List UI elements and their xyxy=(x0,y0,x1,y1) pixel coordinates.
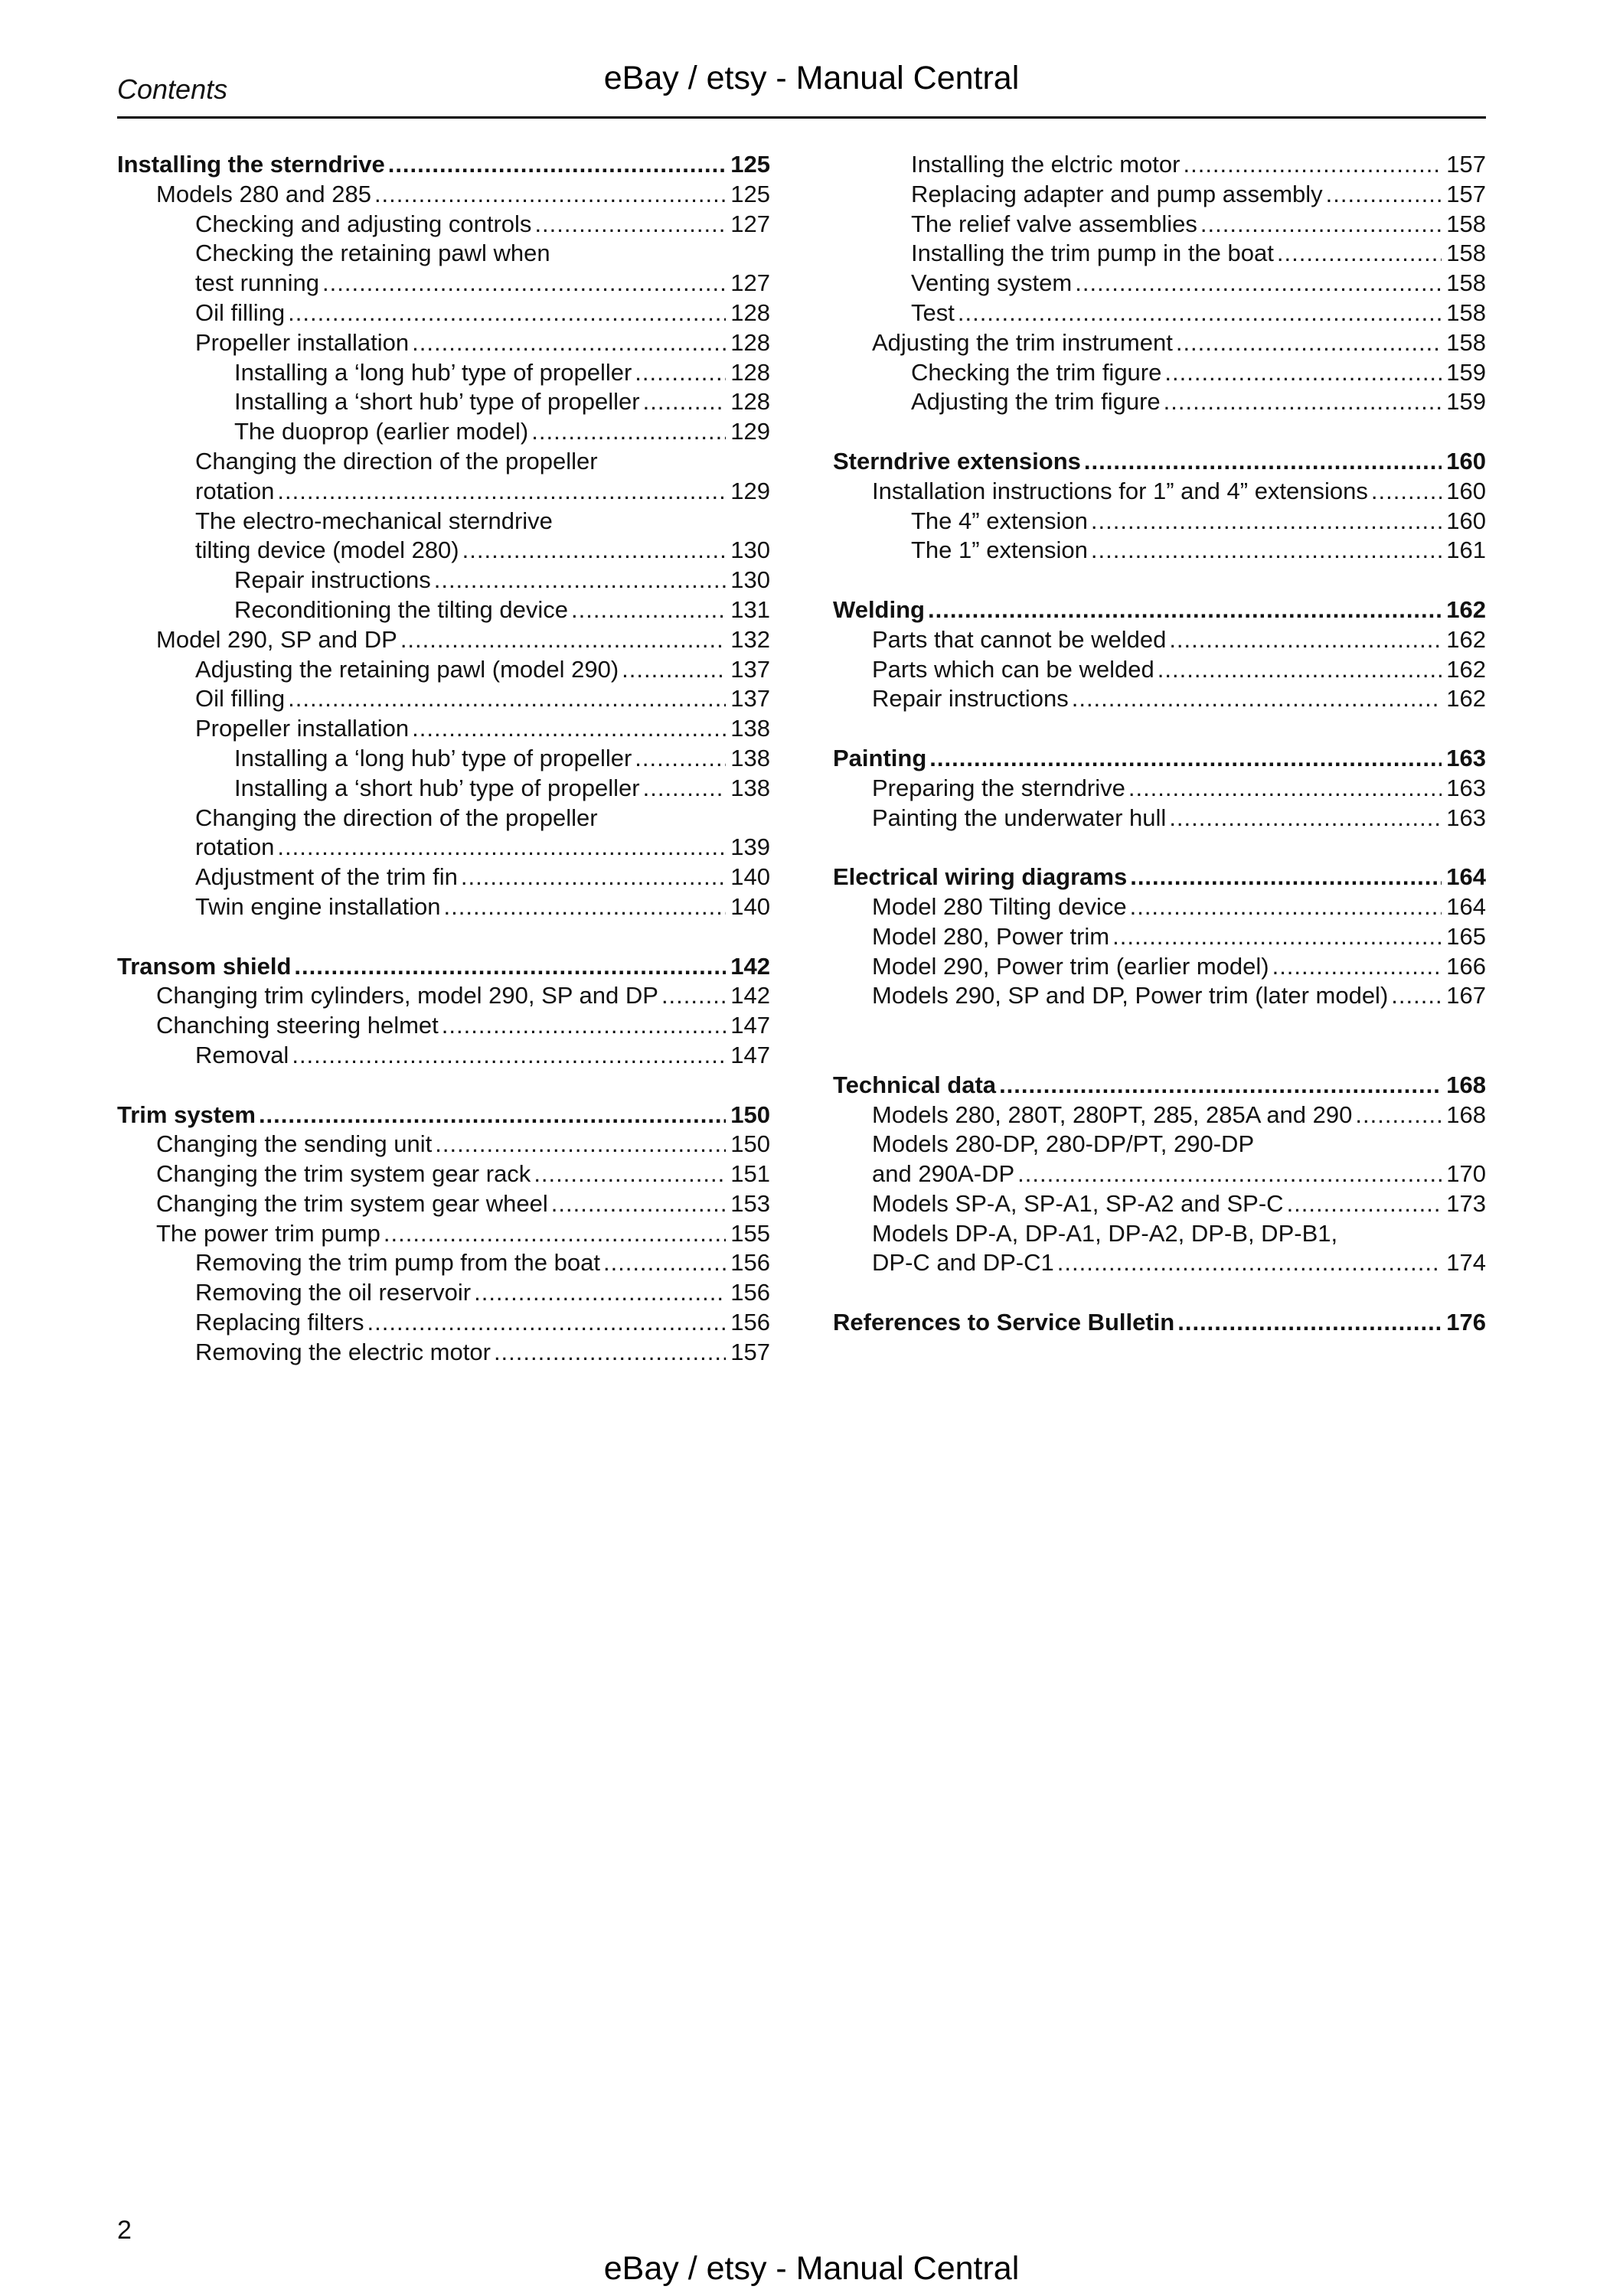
toc-entry xyxy=(833,358,1486,388)
toc-entry xyxy=(833,239,1486,269)
toc-entry xyxy=(117,269,770,298)
toc-entry-title: Technical data xyxy=(833,1071,997,1098)
toc-entry-title: The 1” extension xyxy=(911,536,1088,564)
toc-page-number: 158 xyxy=(1446,210,1486,237)
toc-entry-title: Model 280, Power trim xyxy=(872,922,1110,950)
toc-entry xyxy=(833,625,1486,655)
toc-entry-title: Painting the underwater hull xyxy=(872,804,1167,831)
toc-leader-dots xyxy=(388,150,727,180)
toc-spacer xyxy=(833,1011,1486,1041)
toc-entry-title: Checking and adjusting controls xyxy=(195,210,532,237)
section-label: Contents xyxy=(117,73,228,105)
toc-section-heading xyxy=(833,595,1486,625)
toc-page-number: 162 xyxy=(1446,595,1486,623)
toc-entry-title: rotation xyxy=(195,477,275,504)
toc-page-number: 168 xyxy=(1446,1101,1486,1128)
toc-leader-dots xyxy=(412,328,726,358)
toc-entry-title: Checking the retaining pawl when xyxy=(195,240,550,267)
toc-page-number: 125 xyxy=(730,151,770,178)
toc-entry-title: Checking the trim figure xyxy=(911,358,1162,386)
toc-page-number: 159 xyxy=(1446,388,1486,416)
toc-leader-dots xyxy=(1287,1189,1442,1219)
toc-entry xyxy=(117,595,770,625)
toc-page-number: 157 xyxy=(1446,151,1486,178)
toc-page-number: 162 xyxy=(1446,625,1486,653)
toc-entry-title: Welding xyxy=(833,595,925,623)
toc-entry-title: DP-C and DP-C1 xyxy=(872,1249,1054,1277)
toc-leader-dots xyxy=(1177,1308,1442,1338)
toc-leader-dots xyxy=(292,1041,726,1071)
toc-entry-title: Models 290, SP and DP, Power trim (later model) xyxy=(872,982,1389,1009)
toc-spacer xyxy=(833,714,1486,744)
toc-page-number: 138 xyxy=(730,715,770,742)
toc-section-heading xyxy=(833,447,1486,477)
toc-entry xyxy=(833,981,1486,1011)
toc-entry-title: Installing a ‘long hub’ type of propeller xyxy=(234,358,632,386)
toc-entry xyxy=(117,417,770,447)
toc-entry xyxy=(833,1189,1486,1219)
toc-leader-dots xyxy=(277,833,726,863)
toc-page-number: 129 xyxy=(730,477,770,504)
toc-entry-title: Adjusting the trim figure xyxy=(911,388,1161,416)
toc-entry xyxy=(833,269,1486,298)
toc-entry xyxy=(833,922,1486,952)
toc-leader-dots xyxy=(322,269,726,298)
toc-page-number: 155 xyxy=(730,1219,770,1247)
toc-entry xyxy=(833,477,1486,507)
toc-entry xyxy=(117,714,770,744)
toc-page-number: 164 xyxy=(1446,892,1486,920)
toc-leader-dots xyxy=(661,981,726,1011)
toc-leader-dots xyxy=(571,595,726,625)
toc-entry-title: Removing the oil reservoir xyxy=(195,1279,472,1306)
toc-leader-dots xyxy=(412,714,726,744)
toc-leader-dots xyxy=(1183,150,1442,180)
toc-entry-title: Adjusting the retaining pawl (model 290) xyxy=(195,655,619,683)
toc-leader-dots xyxy=(534,210,726,240)
toc-page-number: 170 xyxy=(1446,1160,1486,1188)
toc-entry-title: Adjusting the trim instrument xyxy=(872,328,1173,356)
watermark-bottom: eBay / etsy - Manual Central xyxy=(603,2250,1020,2287)
toc-leader-dots xyxy=(622,655,726,685)
toc-entry xyxy=(833,298,1486,328)
toc-section-heading xyxy=(117,952,770,982)
toc-entry xyxy=(833,655,1486,685)
toc-leader-dots xyxy=(1075,269,1442,298)
toc-leader-dots xyxy=(1164,387,1442,417)
toc-spacer xyxy=(117,922,770,952)
toc-leader-dots xyxy=(1164,358,1442,388)
toc-page-number: 128 xyxy=(730,388,770,416)
toc-leader-dots xyxy=(551,1189,727,1219)
toc-entry xyxy=(833,892,1486,922)
toc-entry-title: Installing the elctric motor xyxy=(911,151,1181,178)
toc-section-heading xyxy=(833,744,1486,774)
toc-page-number: 160 xyxy=(1446,447,1486,475)
toc-leader-dots xyxy=(534,1159,726,1189)
header-rule xyxy=(117,116,1486,119)
watermark-top: eBay / etsy - Manual Central xyxy=(603,60,1020,96)
toc-entry-title: Trim system xyxy=(117,1101,256,1128)
toc-page-number: 173 xyxy=(1446,1189,1486,1217)
toc-entry-title: Changing the trim system gear rack xyxy=(156,1160,531,1188)
toc-leader-dots xyxy=(999,1071,1442,1101)
toc-entry xyxy=(117,1308,770,1338)
toc-entry-title: Propeller installation xyxy=(195,328,410,356)
toc-entry xyxy=(833,387,1486,417)
toc-entry-title: Changing the direction of the propeller xyxy=(195,447,598,475)
toc-leader-dots xyxy=(1277,239,1442,269)
toc-leader-dots xyxy=(1091,507,1442,536)
toc-entry-title: Preparing the sterndrive xyxy=(872,774,1125,801)
toc-entry xyxy=(833,328,1486,358)
toc-entry xyxy=(833,536,1486,566)
toc-leader-dots xyxy=(1128,774,1442,804)
toc-leader-dots xyxy=(929,744,1442,774)
toc-entry-title: Changing the sending unit xyxy=(156,1130,433,1158)
toc-entry-title: Changing the trim system gear wheel xyxy=(156,1189,548,1217)
toc-section-heading xyxy=(833,1308,1486,1338)
toc-entry-title: References to Service Bulletin xyxy=(833,1309,1175,1336)
toc-entry-title: Models DP-A, DP-A1, DP-A2, DP-B, DP-B1, xyxy=(872,1219,1338,1247)
toc-entry-title: Replacing filters xyxy=(195,1309,364,1336)
toc-entry xyxy=(117,981,770,1011)
toc-entry-title: Installing a ‘long hub’ type of propeller xyxy=(234,744,632,771)
toc-entry xyxy=(117,1041,770,1071)
toc-page-number: 164 xyxy=(1446,863,1486,891)
toc-entry-title: Transom shield xyxy=(117,952,292,980)
toc-leader-dots xyxy=(1017,1159,1442,1189)
toc-entry-title: Painting xyxy=(833,744,927,771)
toc-leader-dots xyxy=(635,744,726,774)
toc-section-heading xyxy=(117,1101,770,1130)
toc-entry-title: Repair instructions xyxy=(234,566,431,594)
toc-entry-title: The 4” extension xyxy=(911,507,1088,534)
toc-page-number: 153 xyxy=(730,1189,770,1217)
toc-entry xyxy=(117,655,770,685)
toc-entry-title: Model 290, SP and DP xyxy=(156,625,397,653)
toc-entry xyxy=(833,952,1486,982)
toc-entry xyxy=(117,1159,770,1189)
toc-page-number: 140 xyxy=(730,892,770,920)
toc-spacer xyxy=(833,1041,1486,1071)
toc-page-number: 129 xyxy=(730,418,770,445)
toc-spacer xyxy=(833,417,1486,447)
toc-leader-dots xyxy=(1057,1248,1442,1278)
toc-entry xyxy=(833,1248,1486,1278)
toc-leader-dots xyxy=(435,1130,726,1159)
toc-leader-dots xyxy=(958,298,1442,328)
toc-leader-dots xyxy=(1355,1101,1442,1130)
toc-entry xyxy=(117,1248,770,1278)
toc-page-number: 150 xyxy=(730,1130,770,1158)
toc-entry xyxy=(833,804,1486,833)
toc-entry-title: Chanching steering helmet xyxy=(156,1012,439,1039)
toc-entry-title: Repair instructions xyxy=(872,685,1069,713)
toc-entry-title: The duoprop (earlier model) xyxy=(234,418,529,445)
toc-leader-dots xyxy=(444,892,727,922)
toc-page-number: 151 xyxy=(730,1160,770,1188)
toc-entry-title: Models SP-A, SP-A1, SP-A2 and SP-C xyxy=(872,1189,1284,1217)
toc-entry xyxy=(117,1011,770,1041)
toc-page-number: 163 xyxy=(1446,774,1486,801)
toc-page-number: 128 xyxy=(730,298,770,326)
toc-entry xyxy=(117,744,770,774)
toc-entry-title: Oil filling xyxy=(195,685,286,713)
toc-leader-dots xyxy=(1091,536,1442,566)
toc-page-number: 156 xyxy=(730,1309,770,1336)
toc-entry xyxy=(117,298,770,328)
toc-entry-title: Test xyxy=(911,298,955,326)
toc-entry-title: and 290A-DP xyxy=(872,1160,1015,1188)
toc-entry xyxy=(117,239,770,269)
toc-entry-title: Reconditioning the tilting device xyxy=(234,595,568,623)
toc-leader-dots xyxy=(259,1101,726,1130)
toc-leader-dots xyxy=(288,684,726,714)
toc-left-column xyxy=(117,150,770,1368)
toc-entry xyxy=(117,1130,770,1159)
toc-entry xyxy=(117,387,770,417)
toc-leader-dots xyxy=(635,358,726,388)
toc-entry-title: Models 280 and 285 xyxy=(156,180,371,207)
toc-page-number: 139 xyxy=(730,833,770,861)
toc-page-number: 168 xyxy=(1446,1071,1486,1098)
toc-entry xyxy=(833,210,1486,240)
toc-page-number: 142 xyxy=(730,952,770,980)
toc-leader-dots xyxy=(374,180,726,210)
toc-page-number: 157 xyxy=(1446,180,1486,207)
toc-section-heading xyxy=(117,150,770,180)
toc-entry xyxy=(117,892,770,922)
toc-entry xyxy=(117,1219,770,1249)
toc-entry xyxy=(117,477,770,507)
toc-leader-dots xyxy=(461,863,726,892)
toc-page-number: 132 xyxy=(730,625,770,653)
toc-entry xyxy=(117,863,770,892)
toc-leader-dots xyxy=(1084,447,1442,477)
toc-leader-dots xyxy=(1391,981,1442,1011)
toc-entry xyxy=(833,507,1486,536)
toc-leader-dots xyxy=(643,387,727,417)
toc-entry-title: Model 290, Power trim (earlier model) xyxy=(872,952,1269,980)
toc-leader-dots xyxy=(434,566,727,595)
toc-entry xyxy=(833,774,1486,804)
toc-entry xyxy=(117,210,770,240)
toc-entry-title: test running xyxy=(195,269,319,297)
toc-page-number: 125 xyxy=(730,180,770,207)
toc-entry xyxy=(117,507,770,536)
toc-page-number: 166 xyxy=(1446,952,1486,980)
toc-page-number: 156 xyxy=(730,1279,770,1306)
toc-leader-dots xyxy=(1112,922,1442,952)
toc-page-number: 159 xyxy=(1446,358,1486,386)
toc-entry xyxy=(117,1338,770,1368)
toc-entry-title: Sterndrive extensions xyxy=(833,447,1081,475)
toc-leader-dots xyxy=(1176,328,1442,358)
toc-page-number: 161 xyxy=(1446,536,1486,564)
toc-section-heading xyxy=(833,1071,1486,1101)
toc-page-number: 127 xyxy=(730,269,770,297)
toc-leader-dots xyxy=(1371,477,1442,507)
toc-leader-dots xyxy=(1158,655,1442,685)
toc-page-number: 163 xyxy=(1446,744,1486,771)
toc-leader-dots xyxy=(928,595,1442,625)
toc-entry xyxy=(833,1130,1486,1159)
toc-page-number: 160 xyxy=(1446,477,1486,504)
toc-leader-dots xyxy=(494,1338,726,1368)
toc-entry-title: Replacing adapter and pump assembly xyxy=(911,180,1323,207)
toc-leader-dots xyxy=(1130,892,1442,922)
toc-entry-title: Parts that cannot be welded xyxy=(872,625,1167,653)
toc-entry xyxy=(117,774,770,804)
toc-leader-dots xyxy=(1326,180,1442,210)
toc-entry-title: Oil filling xyxy=(195,298,286,326)
toc-page-number: 162 xyxy=(1446,655,1486,683)
toc-spacer xyxy=(117,1071,770,1101)
toc-page-number: 127 xyxy=(730,210,770,237)
toc-entry-title: Twin engine installation xyxy=(195,892,441,920)
toc-page-number: 176 xyxy=(1446,1309,1486,1336)
toc-leader-dots xyxy=(288,298,726,328)
toc-page-number: 138 xyxy=(730,774,770,801)
toc-entry-title: Models 280, 280T, 280PT, 285, 285A and 290 xyxy=(872,1101,1353,1128)
toc-leader-dots xyxy=(474,1278,726,1308)
toc-entry xyxy=(117,1278,770,1308)
toc-leader-dots xyxy=(384,1219,726,1249)
toc-page-number: 163 xyxy=(1446,804,1486,831)
toc-page-number: 167 xyxy=(1446,982,1486,1009)
toc-leader-dots xyxy=(1130,863,1442,892)
toc-entry-title: The power trim pump xyxy=(156,1219,380,1247)
toc-entry xyxy=(833,684,1486,714)
toc-entry xyxy=(117,1189,770,1219)
toc-page-number: 138 xyxy=(730,744,770,771)
toc-leader-dots xyxy=(531,417,726,447)
toc-right-column xyxy=(833,150,1486,1338)
toc-entry-title: Electrical wiring diagrams xyxy=(833,863,1128,891)
toc-leader-dots xyxy=(603,1248,726,1278)
toc-entry-title: Parts which can be welded xyxy=(872,655,1154,683)
page-number: 2 xyxy=(117,2216,132,2245)
toc-page-number: 158 xyxy=(1446,269,1486,297)
toc-entry-title: The relief valve assemblies xyxy=(911,210,1197,237)
toc-page-number: 128 xyxy=(730,358,770,386)
toc-entry xyxy=(117,833,770,863)
toc-leader-dots xyxy=(1169,804,1442,833)
toc-entry-title: Adjustment of the trim fin xyxy=(195,863,458,891)
toc-entry xyxy=(117,180,770,210)
toc-page-number: 158 xyxy=(1446,240,1486,267)
toc-entry-title: Models 280-DP, 280-DP/PT, 290-DP xyxy=(872,1130,1255,1158)
toc-page-number: 131 xyxy=(730,595,770,623)
toc-page-number: 150 xyxy=(730,1101,770,1128)
toc-section-heading xyxy=(833,863,1486,892)
toc-entry-title: Installing the trim pump in the boat xyxy=(911,240,1274,267)
toc-entry-title: tilting device (model 280) xyxy=(195,536,459,564)
toc-entry xyxy=(117,447,770,477)
toc-page-number: 157 xyxy=(730,1338,770,1365)
toc-page-number: 147 xyxy=(730,1041,770,1068)
toc-page-number: 158 xyxy=(1446,328,1486,356)
toc-entry-title: Installing a ‘short hub’ type of propeller xyxy=(234,774,640,801)
toc-entry-title: Propeller installation xyxy=(195,715,410,742)
toc-entry xyxy=(833,1219,1486,1249)
toc-entry-title: Installing a ‘short hub’ type of propeller xyxy=(234,388,640,416)
toc-entry xyxy=(117,804,770,833)
toc-page-number: 128 xyxy=(730,328,770,356)
toc-spacer xyxy=(833,833,1486,863)
toc-leader-dots xyxy=(1200,210,1442,240)
toc-page-number: 147 xyxy=(730,1012,770,1039)
toc-entry-title: Installation instructions for 1” and 4” extensions xyxy=(872,477,1368,504)
toc-page-number: 160 xyxy=(1446,507,1486,534)
toc-leader-dots xyxy=(367,1308,727,1338)
toc-page-number: 174 xyxy=(1446,1249,1486,1277)
toc-leader-dots xyxy=(294,952,726,982)
toc-page-number: 130 xyxy=(730,566,770,594)
toc-page-number: 137 xyxy=(730,685,770,713)
toc-spacer xyxy=(833,566,1486,595)
toc-entry-title: Model 280 Tilting device xyxy=(872,892,1127,920)
toc-page-number: 165 xyxy=(1446,922,1486,950)
toc-entry-title: Removing the trim pump from the boat xyxy=(195,1249,600,1277)
toc-entry-title: Changing the direction of the propeller xyxy=(195,804,598,831)
toc-entry xyxy=(117,328,770,358)
toc-entry xyxy=(117,625,770,655)
toc-leader-dots xyxy=(400,625,726,655)
toc-spacer xyxy=(833,1278,1486,1308)
toc-entry xyxy=(833,150,1486,180)
toc-leader-dots xyxy=(643,774,727,804)
toc-entry-title: Venting system xyxy=(911,269,1073,297)
toc-leader-dots xyxy=(277,477,726,507)
toc-entry-title: Changing trim cylinders, model 290, SP and DP xyxy=(156,982,658,1009)
toc-entry xyxy=(833,180,1486,210)
toc-page-number: 140 xyxy=(730,863,770,891)
toc-page-number: 158 xyxy=(1446,298,1486,326)
toc-page-number: 142 xyxy=(730,982,770,1009)
toc-entry-title: Removal xyxy=(195,1041,289,1068)
toc-entry-title: rotation xyxy=(195,833,275,861)
toc-entry xyxy=(117,358,770,388)
toc-leader-dots xyxy=(462,536,727,566)
toc-leader-dots xyxy=(1272,952,1442,982)
toc-entry xyxy=(833,1101,1486,1130)
toc-entry-title: The electro-mechanical sterndrive xyxy=(195,507,553,534)
toc-entry-title: Removing the electric motor xyxy=(195,1338,491,1365)
toc-entry-title: Installing the sterndrive xyxy=(117,151,385,178)
toc-leader-dots xyxy=(1072,684,1442,714)
toc-entry xyxy=(117,684,770,714)
toc-page-number: 137 xyxy=(730,655,770,683)
toc-entry xyxy=(833,1159,1486,1189)
toc-entry xyxy=(117,536,770,566)
toc-page-number: 130 xyxy=(730,536,770,564)
toc-entry xyxy=(117,566,770,595)
toc-page-number: 162 xyxy=(1446,685,1486,713)
toc-leader-dots xyxy=(1169,625,1442,655)
toc-leader-dots xyxy=(442,1011,726,1041)
toc-page-number: 156 xyxy=(730,1249,770,1277)
